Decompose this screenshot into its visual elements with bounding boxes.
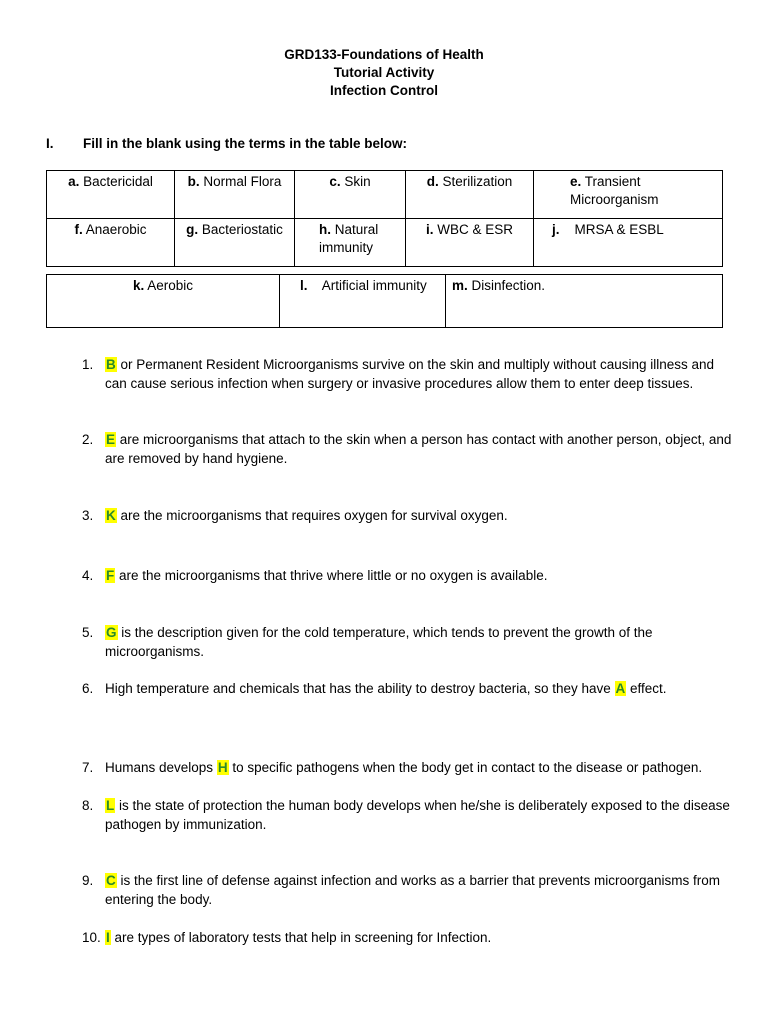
question-6: 6. High temperature and chemicals that has the ability to destroy bacteria, so they have A effect.	[82, 681, 667, 696]
answer-highlight: B	[106, 357, 116, 372]
term-cell: e. Transient Microorganism	[534, 171, 723, 219]
terms-table	[46, 170, 723, 267]
term-cell: k. Aerobic	[47, 275, 280, 328]
term-cell: i. WBC & ESR	[406, 219, 534, 267]
term-cell: a. Bactericidal	[47, 171, 175, 219]
answer-highlight: K	[106, 508, 116, 523]
section-number: I.	[46, 136, 54, 151]
question-5: 5. G is the description given for the cold temperature, which tends to prevent the growth of the microorganisms.	[82, 625, 653, 659]
table-row	[47, 275, 723, 328]
answer-highlight: I	[106, 930, 110, 945]
question-1: 1. B or Permanent Resident Microorganisms survive on the skin and multiply without causing illness and can cause serious infection when surgery or invasive procedures allow them to enter deep tissues.	[82, 357, 715, 391]
question-4: 4. F are the microorganisms that thrive where little or no oxygen is available.	[82, 568, 548, 583]
term-cell: f. Anaerobic	[47, 219, 175, 267]
term-cell: h. Natural immunity	[295, 219, 406, 267]
term-cell: d. Sterilization	[406, 171, 534, 219]
doc-topic: Infection Control	[330, 83, 438, 98]
answer-highlight: G	[106, 625, 117, 640]
answer-highlight: F	[106, 568, 115, 583]
table-row	[47, 171, 723, 219]
term-cell: l. Artificial immunity	[280, 275, 446, 328]
answer-highlight: A	[615, 681, 626, 696]
answer-highlight: H	[217, 760, 228, 775]
term-cell: m. Disinfection.	[446, 275, 723, 328]
term-cell: c. Skin	[295, 171, 406, 219]
question-10: 10. I are types of laboratory tests that help in screening for Infection.	[82, 930, 492, 945]
answer-highlight: C	[106, 873, 116, 888]
doc-title: GRD133-Foundations of Health	[284, 47, 484, 62]
term-cell: b. Normal Flora	[175, 171, 295, 219]
table-row	[47, 219, 723, 267]
answer-highlight: E	[106, 432, 116, 447]
question-3: 3. K are the microorganisms that requires oxygen for survival oxygen.	[82, 508, 508, 523]
answer-highlight: L	[106, 798, 115, 813]
question-2: 2. E are microorganisms that attach to the skin when a person has contact with another person, object, and are removed by hand hygiene.	[82, 432, 732, 466]
term-cell: g. Bacteriostatic	[175, 219, 295, 267]
question-7: 7. Humans develops H to specific pathogens when the body get in contact to the disease or pathogen.	[82, 760, 703, 775]
section-instruction: Fill in the blank using the terms in the table below:	[83, 136, 408, 151]
doc-subtitle: Tutorial Activity	[333, 65, 435, 80]
terms-table-continued	[46, 274, 723, 328]
section-heading	[46, 136, 407, 151]
term-cell: j. MRSA & ESBL	[534, 219, 723, 267]
question-9: 9. C is the first line of defense against infection and works as a barrier that prevents microorganisms from entering the body.	[82, 873, 721, 907]
question-8: 8. L is the state of protection the human body develops when he/she is deliberately exposed to the disease pathogen by immunization.	[82, 798, 730, 832]
